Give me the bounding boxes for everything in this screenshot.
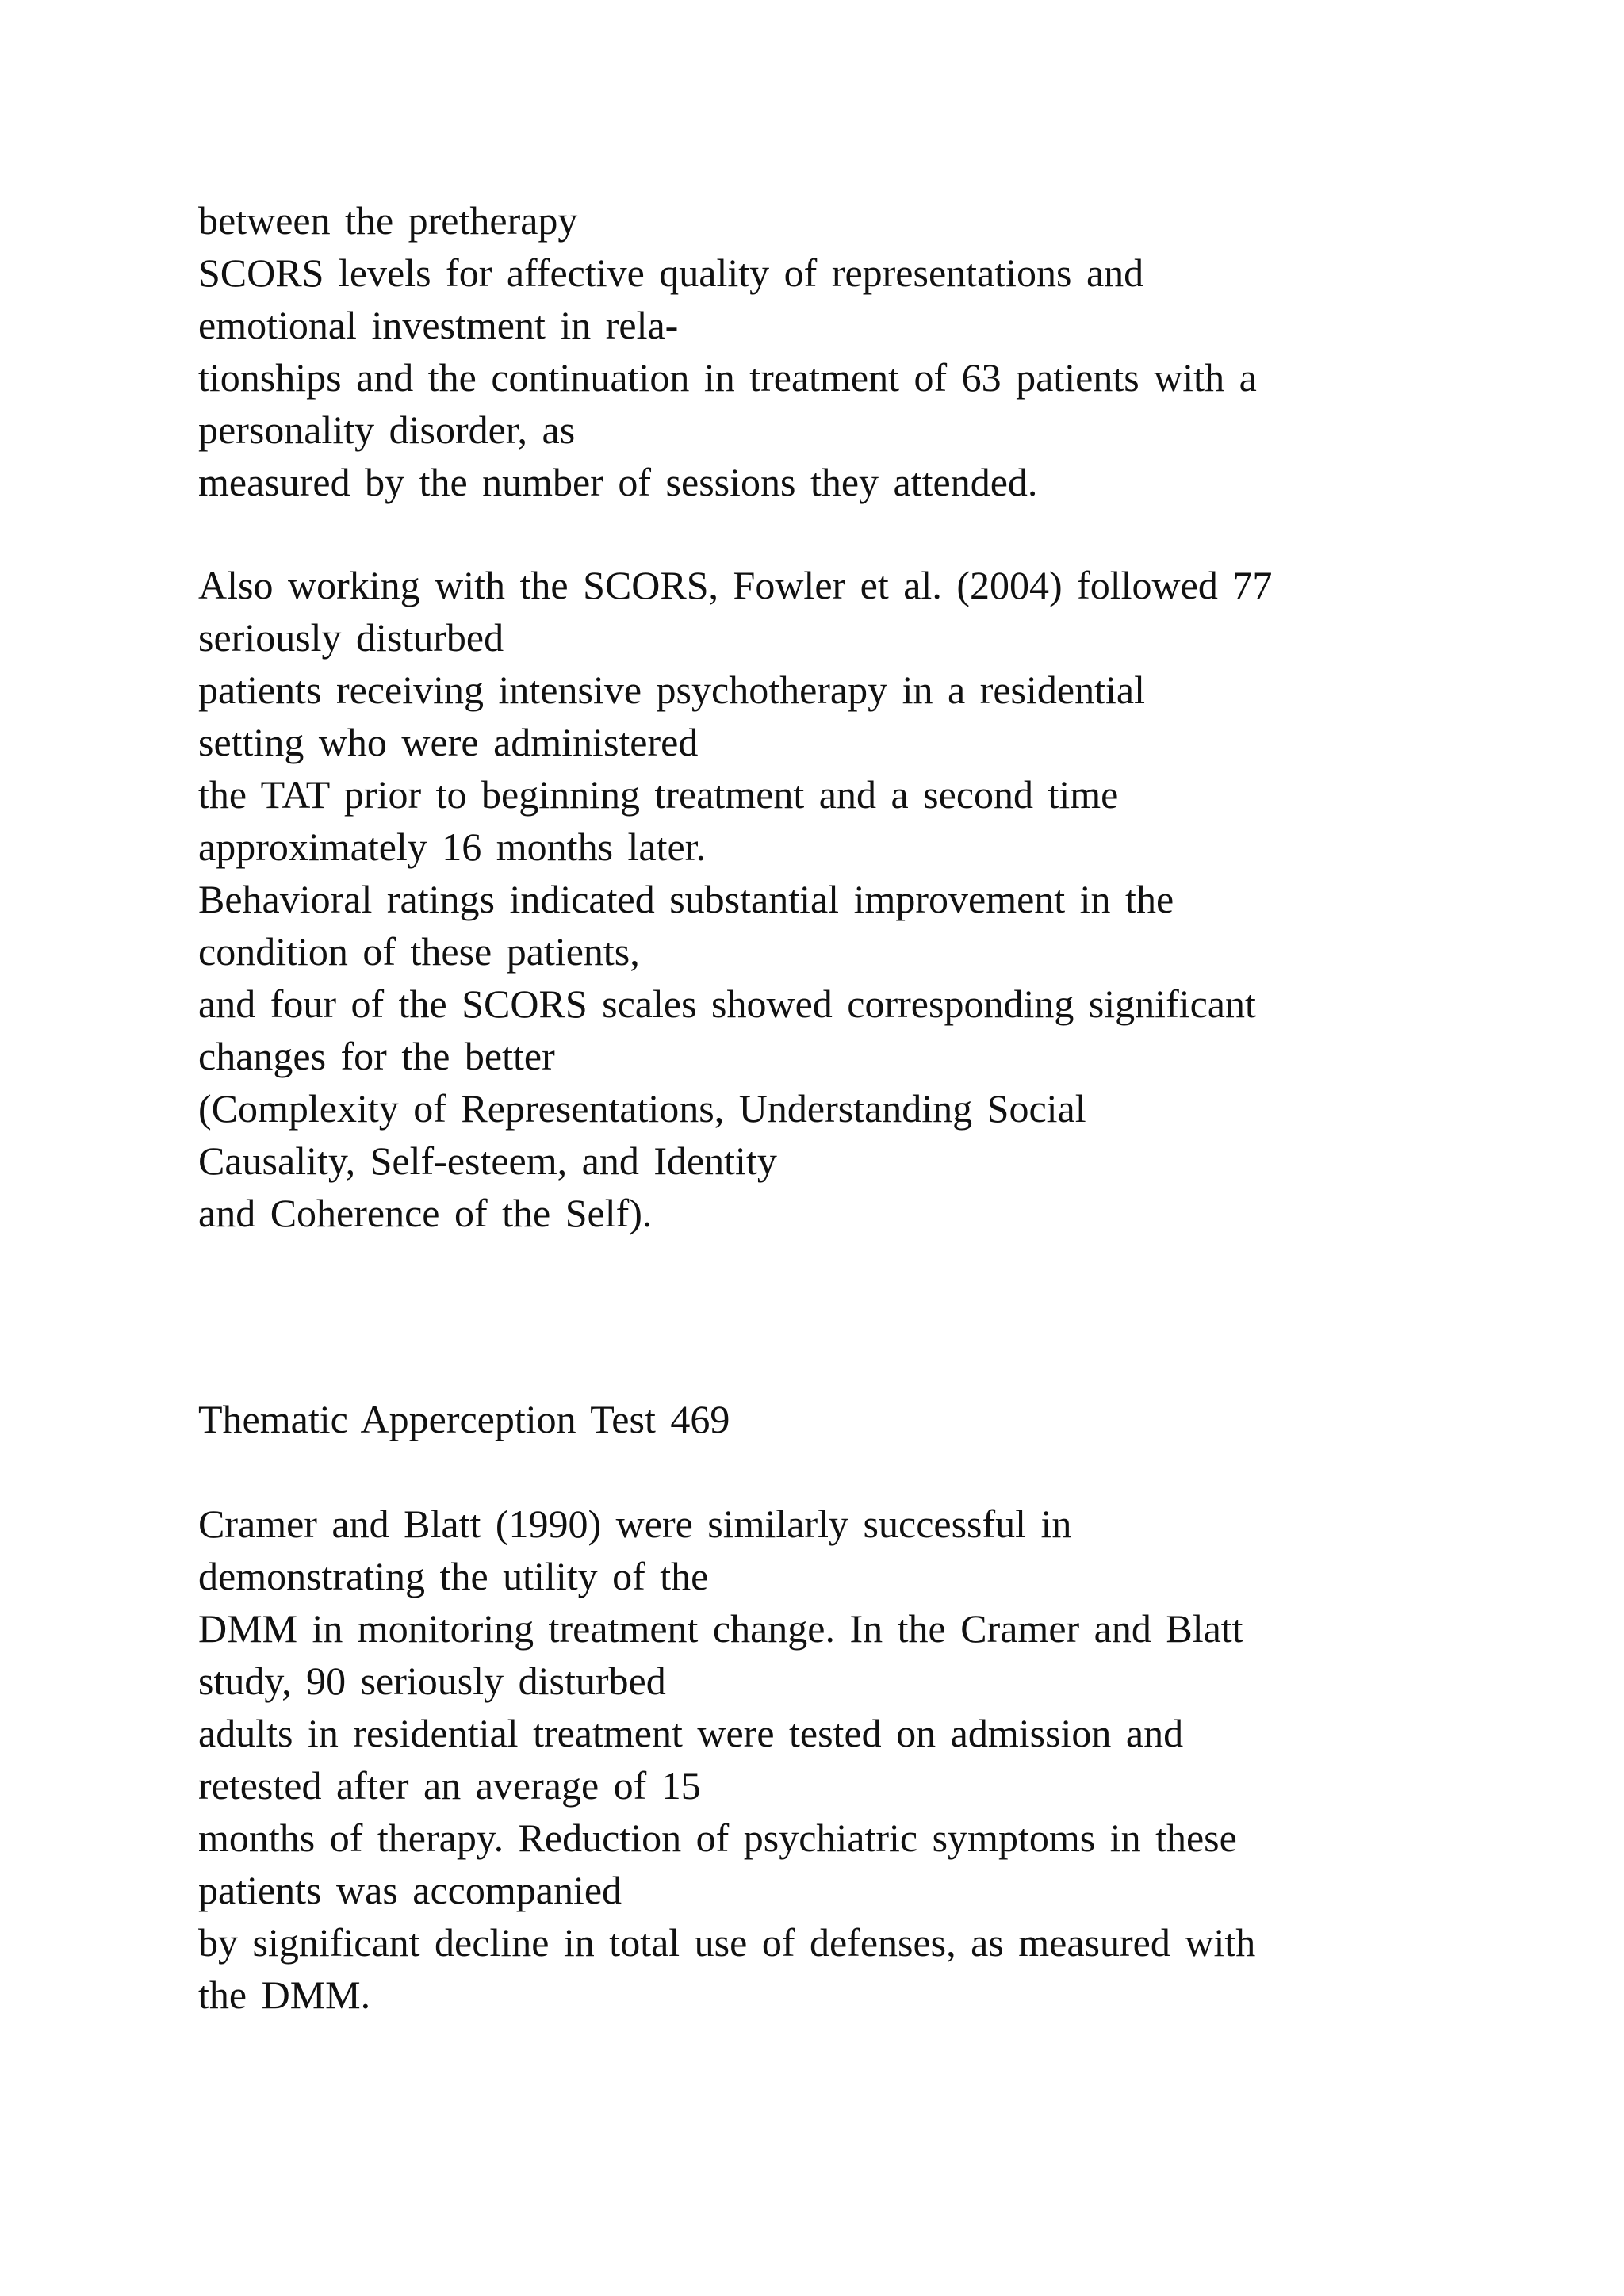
text-line: adults in residential treatment were tested on admission and — [198, 1711, 1184, 1755]
text-line: Behavioral ratings indicated substantial improvement in the — [198, 877, 1174, 921]
text-line: Also working with the SCORS, Fowler et al. (2004) followed 77 — [198, 563, 1273, 607]
text-line: study, 90 seriously disturbed — [198, 1659, 666, 1703]
paragraph-fowler-study — [198, 559, 1562, 1239]
text-line: DMM in monitoring treatment change. In the Cramer and Blatt — [198, 1606, 1243, 1651]
text-line: retested after an average of 15 — [198, 1763, 701, 1808]
text-line: setting who were administered — [198, 720, 699, 764]
text-line: SCORS levels for affective quality of representations and — [198, 251, 1144, 295]
text-line: personality disorder, as — [198, 408, 576, 452]
text-line: by significant decline in total use of defenses, as measured with — [198, 1920, 1256, 1965]
text-line: emotional investment in rela- — [198, 303, 679, 347]
text-line: patients was accompanied — [198, 1868, 622, 1912]
text-line: changes for the better — [198, 1034, 555, 1078]
text-line: patients receiving intensive psychotherapy in a residential — [198, 668, 1145, 712]
text-line: condition of these patients, — [198, 929, 640, 974]
running-head-text: Thematic Apperception Test 469 — [198, 1397, 730, 1441]
text-line: the DMM. — [198, 1973, 371, 2017]
text-line: between the pretherapy — [198, 198, 578, 243]
text-line: and four of the SCORS scales showed corresponding significant — [198, 982, 1256, 1026]
text-line: demonstrating the utility of the — [198, 1554, 709, 1598]
text-line: Cramer and Blatt (1990) were similarly successful in — [198, 1502, 1072, 1546]
text-line: tionships and the continuation in treatment of 63 patients with a — [198, 355, 1257, 400]
text-line: months of therapy. Reduction of psychiatric symptoms in these — [198, 1816, 1237, 1860]
paragraph-scors-pretherapy — [198, 194, 1562, 508]
text-line: (Complexity of Representations, Understanding Social — [198, 1086, 1086, 1131]
running-head — [198, 1393, 1562, 1445]
text-line: measured by the number of sessions they attended. — [198, 460, 1038, 504]
text-line: Causality, Self-esteem, and Identity — [198, 1138, 777, 1183]
text-line: seriously disturbed — [198, 615, 504, 660]
text-line: the TAT prior to beginning treatment and a second time — [198, 772, 1119, 817]
text-line: approximately 16 months later. — [198, 825, 707, 869]
paragraph-cramer-blatt-study — [198, 1498, 1562, 2021]
text-line: and Coherence of the Self). — [198, 1191, 653, 1235]
